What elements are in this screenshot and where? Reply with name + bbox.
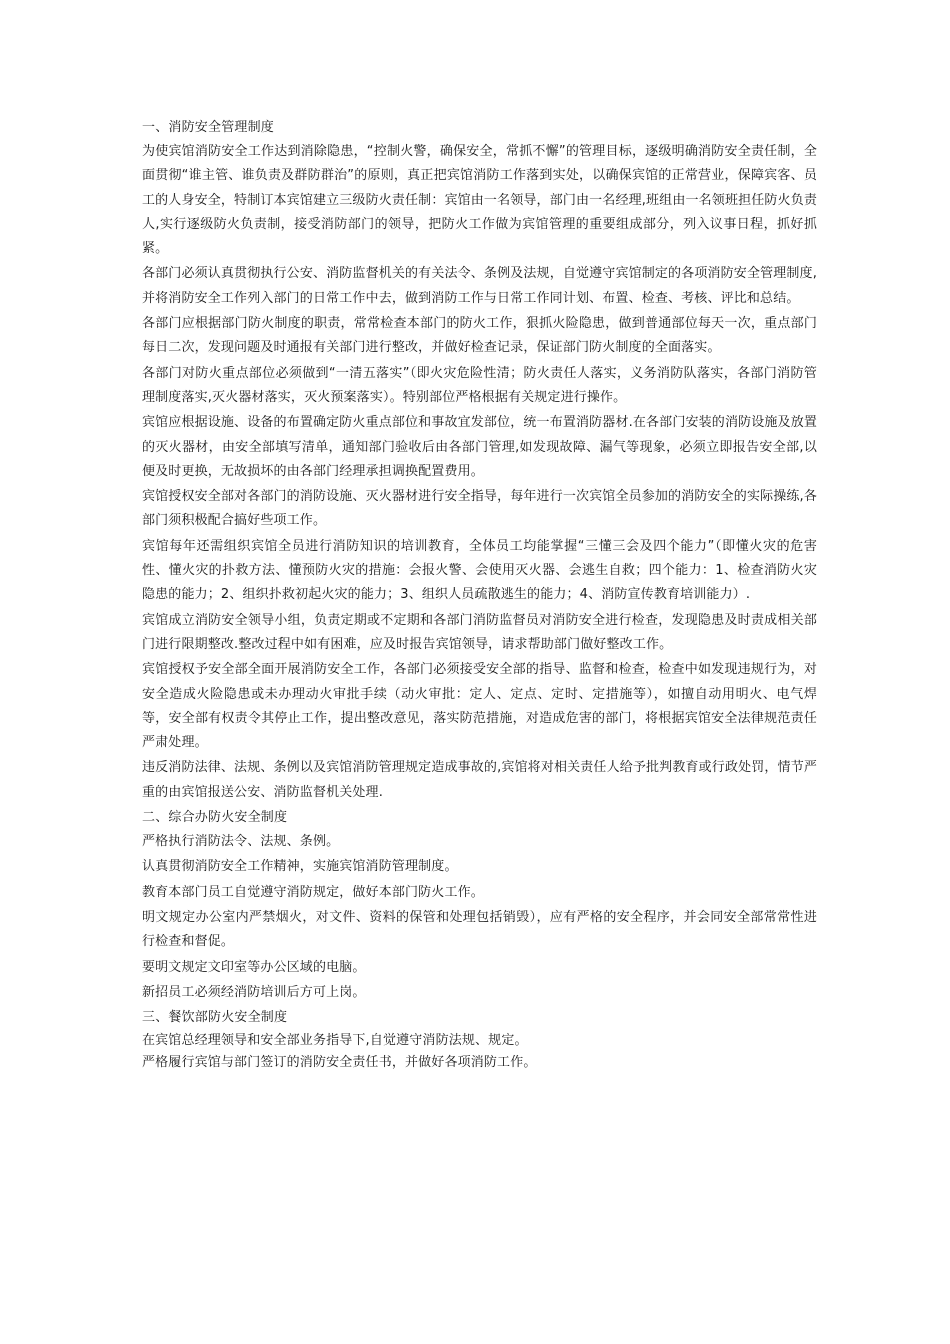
paragraph: 教育本部门员工自觉遵守消防规定，做好本部门防火工作。 xyxy=(142,884,484,900)
paragraph: 各部门对防火重点部位必须做到“一清五落实”（即火灾危险性清；防火责任人落实，义务消防队落实，各部门消防管理制度落实,灭火器材落实，灭火预案落实）。特别部位严格根据有关规定进行操作。 xyxy=(142,365,817,405)
paragraph: 各部门应根据部门防火制度的职责，常常检查本部门的防火工作，狠抓火险隐患，做到普通部位每天一次，重点部门每日二次，发现问题及时通报有关部门进行整改，并做好检查记录，保证部门防火制度的全面落实。 xyxy=(142,316,817,356)
paragraph: 在宾馆总经理领导和安全部业务指导下,自觉遵守消防法规、规定。 xyxy=(142,1033,528,1049)
section-heading: 三、餐饮部防火安全制度 xyxy=(142,1010,288,1026)
paragraph: 严格执行消防法令、法规、条例。 xyxy=(142,834,340,850)
section-catering-fire-safety xyxy=(142,1006,817,1073)
paragraph: 宾馆授权予安全部全面开展消防安全工作，各部门必须接受安全部的指导、监督和检查，检查中如发现违规行为，对安全造成火险隐患或未办理动火审批手续（动火审批：定人、定点、定时、定措施等），如擅自动用明火、电气焊等，安全部有权责令其停止工作，提出整改意见，落实防范措施，对造成危害的部门，将根据宾馆安全法律规范责任严肃处理。 xyxy=(142,662,817,751)
paragraph: 新招员工必须经消防培训后方可上岗。 xyxy=(142,984,366,1000)
document-body xyxy=(142,116,817,1074)
paragraph: 宾馆应根据设施、设备的布置确定防火重点部位和事故宜发部位，统一布置消防器材.在各部门安装的消防设施及放置的灭火器材，由安全部填写清单，通知部门验收后由各部门管理,如发现故障、漏气等现象，必须立即报告安全部,以便及时更换，无故损坏的由各部门经理承担调换配置费用。 xyxy=(142,415,817,479)
paragraph: 宾馆成立消防安全领导小组，负责定期或不定期和各部门消防监督员对消防安全进行检查，发现隐患及时责成相关部门进行限期整改.整改过程中如有困难，应及时报告宾馆领导，请求帮助部门做好整改工作。 xyxy=(142,612,817,652)
section-heading: 二、综合办防火安全制度 xyxy=(142,810,288,826)
section-heading: 一、消防安全管理制度 xyxy=(142,120,275,135)
paragraph: 为使宾馆消防安全工作达到消除隐患，“控制火警，确保安全，常抓不懈”的管理目标，逐级明确消防安全责任制，全面贯彻“谁主管、谁负责及群防群治”的原则，真正把宾馆消防工作落到实处，以确保宾馆的正常营业，保障宾客、员工的人身安全，特制订本宾馆建立三级防火责任制：宾馆由一名领导，部门由一名经理,班组由一名领班担任防火负责人,实行逐级防火负责制，接受消防部门的领导，把防火工作做为宾馆管理的重要组成部分，列入议事日程，抓好抓紧。 xyxy=(142,144,817,257)
paragraph: 明文规定办公室内严禁烟火，对文件、资料的保管和处理包括销毁），应有严格的安全程序，并会同安全部常常性进行检查和督促。 xyxy=(142,909,817,950)
paragraph: 宾馆授权安全部对各部门的消防设施、灭火器材进行安全指导，每年进行一次宾馆全员参加的消防安全的实际操练,各部门须积极配合搞好些项工作。 xyxy=(142,489,817,529)
paragraph: 认真贯彻消防安全工作精神，实施宾馆消防管理制度。 xyxy=(142,859,458,875)
section-fire-safety-management xyxy=(142,116,817,805)
paragraph: 违反消防法律、法规、条例以及宾馆消防管理规定造成事故的,宾馆将对相关责任人给予批判教育或行政处罚，情节严重的由宾馆报送公安、消防监督机关处理. xyxy=(142,760,817,800)
paragraph: 严格履行宾馆与部门签订的消防安全责任书，并做好各项消防工作。 xyxy=(142,1055,537,1071)
section-admin-office-fire-safety xyxy=(142,806,817,1005)
paragraph: 要明文规定文印室等办公区域的电脑。 xyxy=(142,959,366,975)
paragraph: 各部门必须认真贯彻执行公安、消防监督机关的有关法令、条例及法规，自觉遵守宾馆制定的各项消防安全管理制度,并将消防安全工作列入部门的日常工作中去，做到消防工作与日常工作同计划、布置、检查、考核、评比和总结。 xyxy=(142,266,817,306)
paragraph: 宾馆每年还需组织宾馆全员进行消防知识的培训教育，全体员工均能掌握“三懂三会及四个能力”（即懂火灾的危害性、懂火灾的扑救方法、懂预防火灾的措施：会报火警、会使用灭火器、会逃生自救；四个能力：1、检查消防火灾隐患的能力；2、组织扑救初起火灾的能力；3、组织人员疏散逃生的能力；4、消防宣传教育培训能力）. xyxy=(142,538,817,603)
